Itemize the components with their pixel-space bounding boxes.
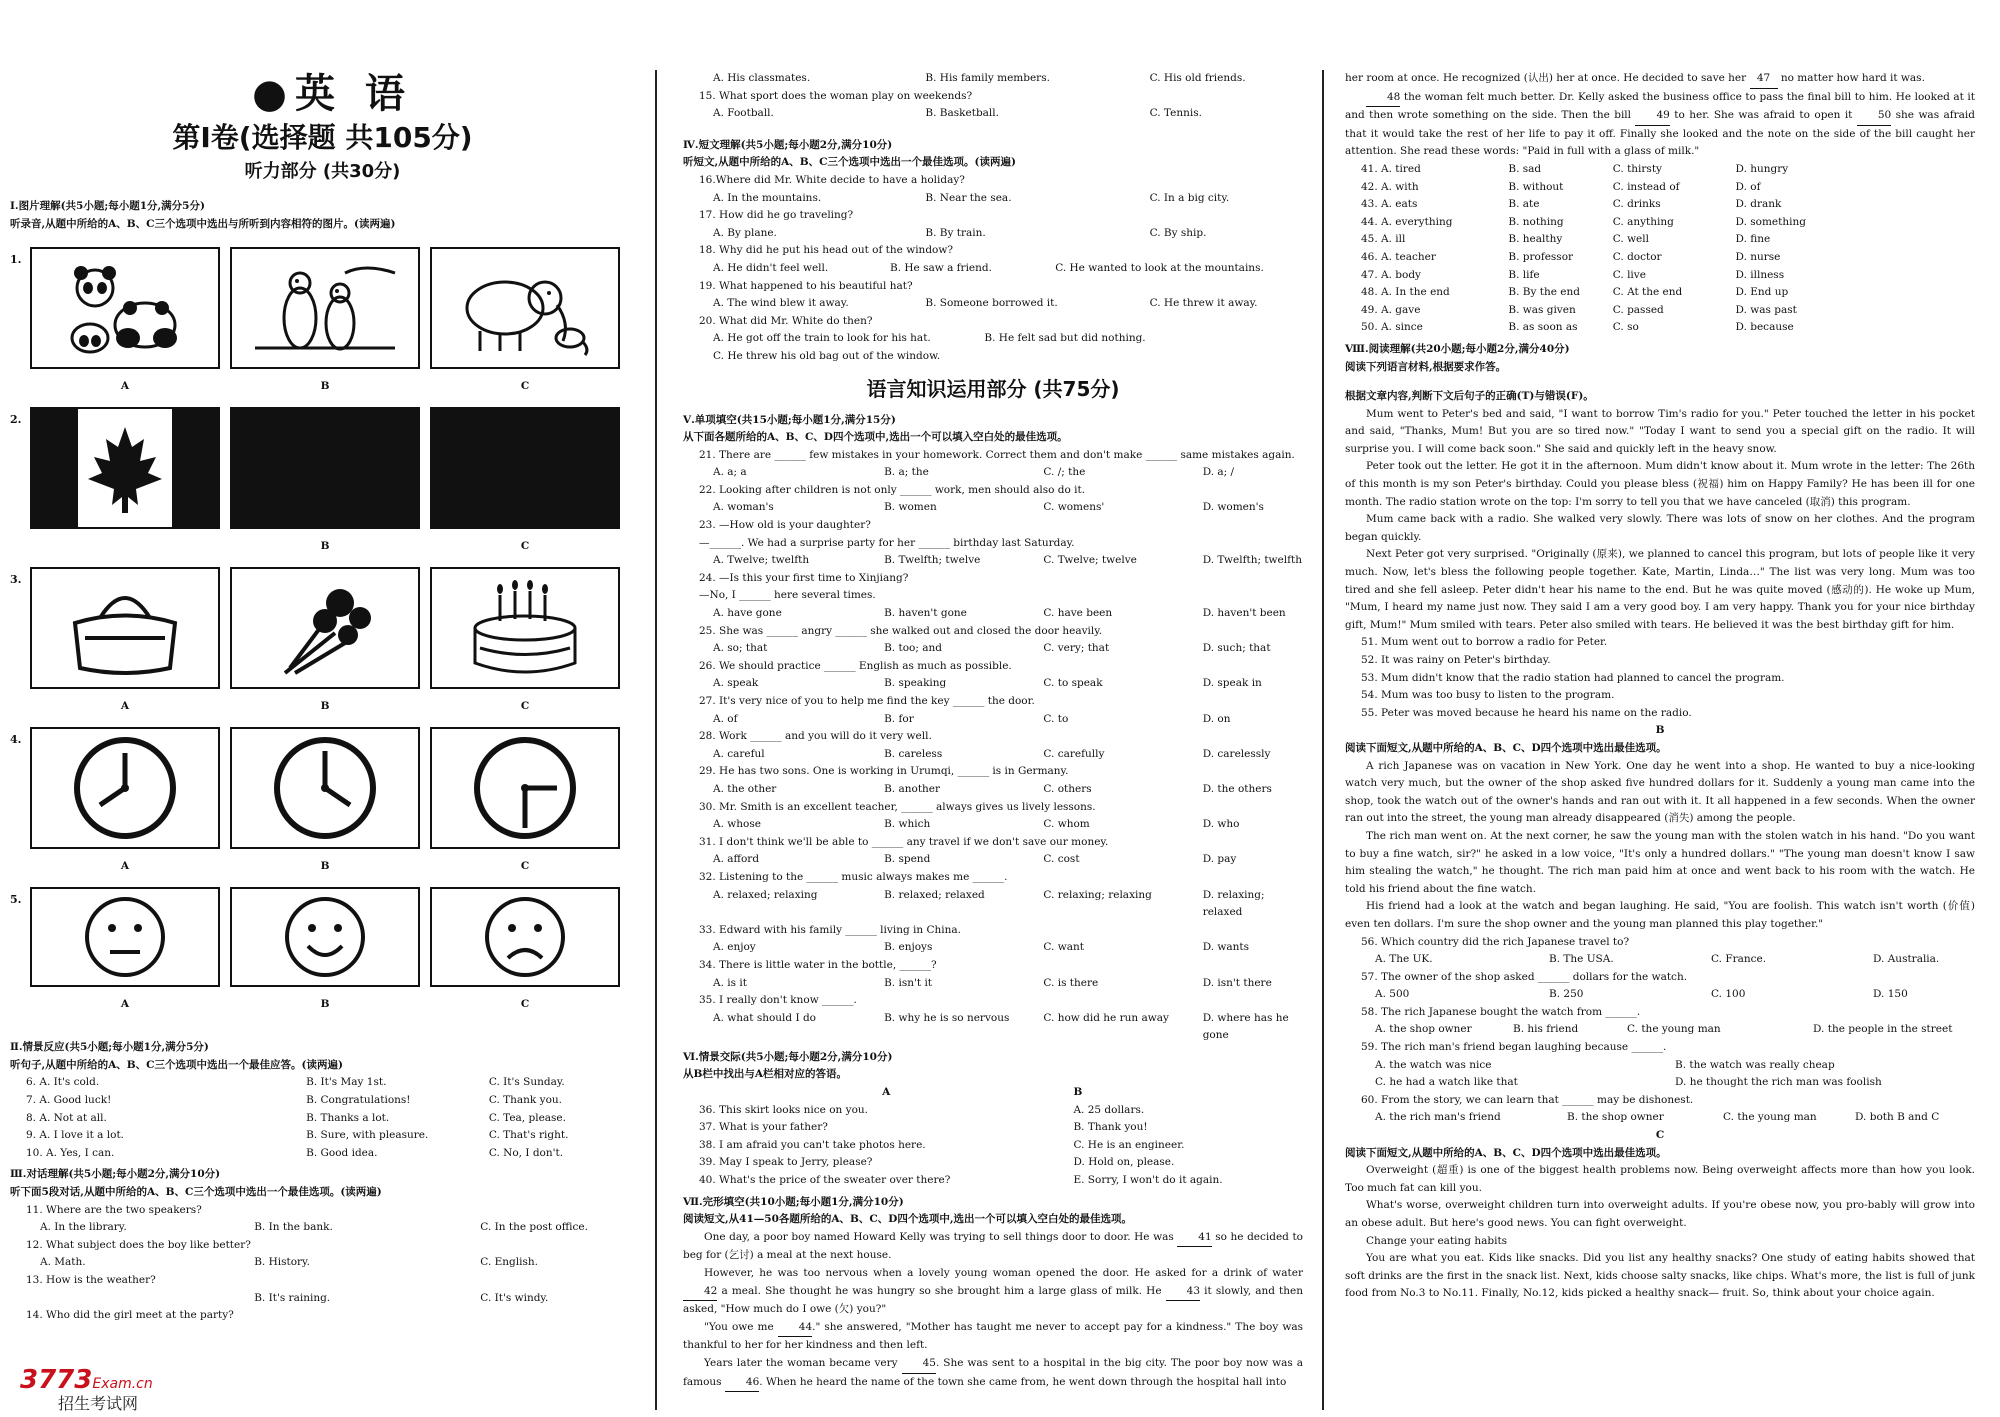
section-2-instr: 听句子,从题中所给的A、B、C三个选项中选出一个最佳应答。(读两遍) xyxy=(10,1058,343,1071)
options-17: A. By plane. B. By train. C. By ship. xyxy=(713,226,1207,239)
options-15: A. Football. B. Basketball. C. Tennis. xyxy=(713,107,1202,120)
question-text: —______. We had a surprise party for her ______ birthday last Saturday. xyxy=(699,536,1075,549)
question-text: 23. —How old is your daughter? xyxy=(699,519,871,532)
section-4-head: Ⅳ.短文理解(共5小题;每小题2分,满分10分) xyxy=(683,138,893,151)
section-2-head: Ⅱ.情景反应(共5小题;每小题1分,满分5分) xyxy=(10,1041,209,1054)
question-60: 60. From the story, we can learn that ______ may be dishonest. xyxy=(1361,1093,1694,1106)
tf-question: 55. Peter was moved because he heard his name on the radio. xyxy=(1361,706,1692,719)
site-watermark-logo: 3773Exam.cn 招生考试网 xyxy=(20,1365,153,1413)
section-6-head: Ⅵ.情景交际(共5小题;每小题2分,满分10分) xyxy=(683,1050,893,1063)
options-row xyxy=(699,640,1303,658)
option: A. woman's xyxy=(713,501,774,514)
pic-label: B xyxy=(320,860,330,873)
dark-flag-picture xyxy=(430,407,620,529)
pic-label: B xyxy=(320,540,330,553)
option: C. how did he run away xyxy=(1043,1011,1169,1024)
passage-paragraph: A rich Japanese was on vacation in New York. One day he went into a shop. He wanted to buy a nice-looking watch very much, but the owner of the shop asked five hundred dollars for it. Suddenly a young man came into the shop, took the watch out of the owner's hands and ran out with it. It all happened in a few seconds. When the owner ran out into the street, the young man already disappeared (消失) among the people. xyxy=(1345,759,1975,825)
options-row xyxy=(699,464,1303,482)
options-20: A. He got off the train to look for his hat. B. He felt sad but did nothing. xyxy=(713,332,1146,345)
pic-label: B xyxy=(320,998,330,1011)
cloze-options xyxy=(1345,161,1975,337)
option: B. isn't it xyxy=(884,976,933,989)
pic-row-num: 5. xyxy=(10,893,22,907)
section-8-instr: 阅读下列语言材料,根据要求作答。 xyxy=(1345,360,1507,373)
options-row xyxy=(699,675,1303,693)
birthday-cake-picture xyxy=(430,567,620,689)
pic-label: C xyxy=(520,700,530,713)
tf-question: 54. Mum was too busy to listen to the program. xyxy=(1361,689,1615,702)
options-13: B. It's raining. C. It's windy. xyxy=(254,1291,549,1304)
option: B. speaking xyxy=(884,677,947,690)
question-58: 58. The rich Japanese bought the watch from ______. xyxy=(1361,1005,1641,1018)
question-12: 12. What subject does the boy like better? xyxy=(26,1238,251,1251)
section-7-instr: 阅读短文,从41—50各题所给的A、B、C、D四个选项中,选出一个可以填入空白处的最佳选项。 xyxy=(683,1213,1133,1226)
passage-c-head: C xyxy=(1655,1129,1665,1142)
question-text: 33. Edward with his family ______ living in China. xyxy=(699,923,961,936)
pic-label: C xyxy=(520,380,530,393)
option: 50. A. since xyxy=(1361,321,1423,334)
pic-label: A xyxy=(120,998,130,1011)
pic-label: A xyxy=(120,380,130,393)
column-1 xyxy=(10,70,635,1325)
question-row: 8. A. Not at all. B. Thanks a lot. C. Tea, please. xyxy=(26,1111,566,1124)
passage-paragraph: Mum came back with a radio. She walked very slowly. There was lots of snow on her clothes. And the program began quickly. xyxy=(1345,513,1975,543)
option: D. drank xyxy=(1735,198,1782,211)
passage-paragraph: Mum went to Peter's bed and said, "I want to borrow Tim's radio for you." Peter touched the letter in his pocket and said, "Thanks, Mum! But you are so tired now." "Today I want to send you a special gift on the radio. It will surprise you. I will come back soon." She said and quickly left in the heavy snow. xyxy=(1345,407,1975,455)
passage-a-instr: 根据文章内容,判断下文后句子的正确(T)与错误(F)。 xyxy=(1345,390,1594,403)
option: A. afford xyxy=(713,853,760,866)
pic-row-num: 2. xyxy=(10,413,22,427)
option: C. so xyxy=(1612,321,1639,334)
cloze-option-row xyxy=(1361,302,1975,320)
option: C. want xyxy=(1043,941,1084,954)
option: C. carefully xyxy=(1043,747,1105,760)
handbag-picture xyxy=(30,567,220,689)
question-15: 15. What sport does the woman play on weekends? xyxy=(699,89,973,102)
pic-label: B xyxy=(320,380,330,393)
question-text: 24. —Is this your first time to Xinjiang? xyxy=(699,571,909,584)
pic-label: A xyxy=(120,860,130,873)
option: B. why he is so nervous xyxy=(884,1011,1010,1024)
cloze-paragraph: "You owe me 44." she answered, "Mother has taught me never to accept pay for a kindness." The boy was thankful to her for her kindness and then left. xyxy=(683,1320,1303,1352)
option: A. Twelve; twelfth xyxy=(713,554,810,567)
options-row xyxy=(699,605,1303,623)
question-17: 17. How did he go traveling? xyxy=(699,209,854,222)
question-text: 25. She was ______ angry ______ she walked out and closed the door heavily. xyxy=(699,624,1103,637)
clock-picture xyxy=(30,727,220,849)
option: B. too; and xyxy=(884,642,942,655)
matching-table: A B 36. This skirt looks nice on you. A. 25 dollars. 37. What is your father? B. Thank you! 38. I am afraid you can't take photos here. C. He is an engineer. 39. May I speak to Jerry, please? D. Hold on, please. 40. What's the price of the sweater over there? E. Sorry, I won't do it again. xyxy=(683,1084,1303,1190)
option: D. who xyxy=(1202,818,1240,831)
option: B. enjoys xyxy=(884,941,933,954)
question-56: 56. Which country did the rich Japanese travel to? xyxy=(1361,935,1630,948)
cloze-option-row xyxy=(1361,319,1975,337)
flowers-picture xyxy=(230,567,420,689)
option: 46. A. teacher xyxy=(1361,250,1436,263)
page-title: ●英 语 xyxy=(252,71,413,117)
option: 42. A. with xyxy=(1361,180,1419,193)
option: A. careful xyxy=(713,747,765,760)
option: D. isn't there xyxy=(1202,976,1272,989)
option: B. a; the xyxy=(884,466,929,479)
option: A. so; that xyxy=(713,642,768,655)
option: C. cost xyxy=(1043,853,1080,866)
passage-paragraph: The rich man went on. At the next corner, he saw the young man with the stolen watch in his hand. "Do you want to buy a fine watch, sir?" he asked in a low voice, "It's only a hundred dollars." "The young man doesn't know I saw him stealing the watch," he thought. The rich man paid him at once and went back to his room with the watch. He told his friend about the fine watch. xyxy=(1345,829,1975,895)
option: D. the others xyxy=(1202,782,1272,795)
question-57: 57. The owner of the shop asked ______ dollars for the watch. xyxy=(1361,970,1688,983)
option: A. relaxed; relaxing xyxy=(713,888,818,901)
dark-flag-picture xyxy=(230,407,420,529)
option: D. on xyxy=(1202,712,1231,725)
passage-paragraph: What's worse, overweight children turn into overweight adults. If you're obese now, you pro-bably will grow into an obese adult. But here's good news. You can fight overweight. xyxy=(1345,1199,1975,1229)
options-58: A. the shop owner B. his friend C. the young man D. the people in the street xyxy=(1375,1023,1953,1036)
option: D. because xyxy=(1735,321,1794,334)
options-14: A. His classmates. B. His family members. C. His old friends. xyxy=(713,72,1246,84)
question-16: 16.Where did Mr. White decide to have a holiday? xyxy=(699,173,965,186)
question-text: 26. We should practice ______ English as much as possible. xyxy=(699,659,1012,672)
options-12: A. Math. B. History. C. English. xyxy=(40,1256,538,1269)
options-18: A. He didn't feel well. B. He saw a friend. C. He wanted to look at the mountains. xyxy=(713,261,1264,274)
option: C. Twelve; twelve xyxy=(1043,554,1137,567)
penguins-picture xyxy=(230,247,420,369)
option: A. whose xyxy=(713,818,761,831)
passage-b-instr: 阅读下面短文,从题中所给的A、B、C、D四个选项中选出最佳选项。 xyxy=(1345,741,1667,754)
option: D. illness xyxy=(1735,268,1785,281)
option: D. pay xyxy=(1202,853,1237,866)
cloze-option-row xyxy=(1361,284,1975,302)
option: C. anything xyxy=(1612,215,1674,228)
option: C. relaxing; relaxing xyxy=(1043,888,1152,901)
question-text: 34. There is little water in the bottle, ______? xyxy=(699,958,937,971)
question-18: 18. Why did he put his head out of the window? xyxy=(699,244,953,257)
question-text: 29. He has two sons. One is working in Urumqi, ______ is in Germany. xyxy=(699,765,1069,778)
pic-label: C xyxy=(520,540,530,553)
option: D. a; / xyxy=(1202,466,1235,479)
option: 47. A. body xyxy=(1361,268,1421,281)
passage-paragraph: Overweight (超重) is one of the biggest health problems now. Being overweight affects more than how you look. Too much fat can kill you. xyxy=(1345,1164,1975,1194)
pic-label: C xyxy=(520,998,530,1011)
options-19: A. The wind blew it away. B. Someone borrowed it. C. He threw it away. xyxy=(713,297,1258,310)
pic-label: A xyxy=(120,700,130,713)
passage-c-instr: 阅读下面短文,从题中所给的A、B、C、D四个选项中选出最佳选项。 xyxy=(1345,1146,1667,1159)
question-text: 31. I don't think we'll be able to ______ any travel if we don't save our money. xyxy=(699,835,1109,848)
option: C. /; the xyxy=(1043,466,1086,479)
option: D. where has he gone xyxy=(1202,1011,1289,1042)
option: 44. A. everything xyxy=(1361,215,1453,228)
option: D. was past xyxy=(1735,303,1797,316)
cloze-paragraph: 48 the woman felt much better. Dr. Kelly asked the business office to pass the final bill to him. He looked at it and then wrote something on the side. Then the bill 49 to her. She was afraid to open it 50 she was afraid that it would take the rest of her life to pay it off. Finally she looked and the note on the side of the bill caught her attention. She read these words: "Paid in full with a glass of milk." xyxy=(1345,90,1976,158)
question-text: —No, I ______ here several times. xyxy=(699,589,876,602)
question-20: 20. What did Mr. White do then? xyxy=(699,314,873,327)
column-3 xyxy=(1345,70,1975,1303)
options-row xyxy=(699,711,1303,729)
question-text: 22. Looking after children is not only ______ work, men should also do it. xyxy=(699,483,1086,496)
question-row: 10. A. Yes, I can. B. Good idea. C. No, I don't. xyxy=(26,1146,564,1159)
canada-flag-picture xyxy=(30,407,220,529)
option: B. sad xyxy=(1508,162,1542,175)
picture-grid xyxy=(10,247,635,1025)
option: B. healthy xyxy=(1508,233,1563,246)
cloze-option-row xyxy=(1361,161,1975,179)
option: B. women xyxy=(884,501,937,514)
options-56: A. The UK. B. The USA. C. France. D. Australia. xyxy=(1375,953,1940,966)
happy-face-picture xyxy=(230,887,420,987)
pic-label: C xyxy=(520,860,530,873)
option: B. careless xyxy=(884,747,943,760)
option: A. a; a xyxy=(713,466,747,479)
option: C. is there xyxy=(1043,976,1099,989)
option: B. for xyxy=(884,712,914,725)
sad-face-picture xyxy=(430,887,620,987)
option: C. thirsty xyxy=(1612,162,1662,175)
option: A. what should I do xyxy=(713,1011,817,1024)
option: D. wants xyxy=(1202,941,1250,954)
passage-b-head: B xyxy=(1655,724,1665,737)
options-16: A. In the mountains. B. Near the sea. C. In a big city. xyxy=(713,191,1230,204)
option: B. life xyxy=(1508,268,1540,281)
clock-picture xyxy=(230,727,420,849)
column-a-head: A xyxy=(882,1086,891,1099)
options-11: A. In the library. B. In the bank. C. In the post office. xyxy=(40,1221,588,1234)
passage-paragraph: Peter took out the letter. He got it in the afternoon. Mum didn't know about it. Mum wrote in the letter: The 26th of this month is my son Peter's birthday. Could you please bless (祝福) him on Happy Family? He has been ill for one month. The radio station wrote on the top: I'm sorry to tell you that we have canceled (取消) this program. xyxy=(1345,460,1975,508)
pic-label: B xyxy=(320,700,330,713)
option: C. womens' xyxy=(1043,501,1105,514)
cloze-paragraph: Years later the woman became very 45. She was sent to a hospital in the big city. The poor boy now was a famous 46. When he heard the name of the town she came from, he went down through the hospital hall into xyxy=(683,1355,1303,1392)
column-divider-1 xyxy=(655,70,657,1410)
listening-part-title: 听力部分 (共30分) xyxy=(244,161,401,182)
section-8-head: Ⅷ.阅读理解(共20小题;每小题2分,满分40分) xyxy=(1345,342,1570,355)
tf-question: 53. Mum didn't know that the radio station had planned to cancel the program. xyxy=(1361,671,1785,684)
column-divider-2 xyxy=(1322,70,1324,1410)
tf-question: 52. It was rainy on Peter's birthday. xyxy=(1361,654,1551,666)
option: C. At the end xyxy=(1612,286,1683,299)
cloze-option-row xyxy=(1361,231,1975,249)
question-14: 14. Who did the girl meet at the party? xyxy=(26,1309,234,1322)
section-1-instr: 听录音,从题中所给的A、B、C三个选项中选出与所听到内容相符的图片。(读两遍) xyxy=(10,217,396,230)
option: C. passed xyxy=(1612,303,1664,316)
option: B. nothing xyxy=(1508,215,1564,228)
option: B. Twelfth; twelve xyxy=(884,554,981,567)
option: C. very; that xyxy=(1043,642,1110,655)
option: C. live xyxy=(1612,268,1646,281)
option: C. to speak xyxy=(1043,677,1103,690)
option: D. hungry xyxy=(1735,162,1789,175)
option: B. relaxed; relaxed xyxy=(884,888,985,901)
option: 49. A. gave xyxy=(1361,303,1421,316)
question-text: 27. It's very nice of you to help me find the key ______ the door. xyxy=(699,695,1035,707)
column-b-head: B xyxy=(1073,1086,1083,1099)
section-5-instr: 从下面各题所给的A、B、C、D四个选项中,选出一个可以填入空白处的最佳选项。 xyxy=(683,431,1068,444)
question-19: 19. What happened to his beautiful hat? xyxy=(699,279,913,292)
options-row xyxy=(699,939,1303,957)
neutral-face-picture xyxy=(30,887,220,987)
option: B. without xyxy=(1508,180,1564,193)
elephants-picture xyxy=(430,247,620,369)
option: D. Twelfth; twelfth xyxy=(1202,554,1302,567)
option-20c: C. He threw his old bag out of the window. xyxy=(713,349,941,362)
passage-paragraph: Next Peter got very surprised. "Originally (原来), we planned to cancel this program, but lots of people like it very much. Now, let's bless the following people together. Kate, Martin, Linda…" The list was very long. Mum was too tired and she fell asleep. Peter didn't hear his name to the end. But he was quite moved (感动的). He woke up Mum, "Mum, I heard my name just now. They said I am a very good boy. I am very happy. Thank you for your nice birthday gift, Mum!" Mum smiled with tears. Peter also smiled with tears. He believed it was the best birthday gift for him. xyxy=(1345,548,1975,631)
option: A. speak xyxy=(713,677,759,690)
pic-row-num: 1. xyxy=(10,253,22,267)
section-3-instr: 听下面5段对话,从题中所给的A、B、C三个选项中选出一个最佳选项。(读两遍) xyxy=(10,1185,382,1198)
language-part-title: 语言知识运用部分 (共75分) xyxy=(866,376,1120,401)
option: 48. A. In the end xyxy=(1361,286,1450,299)
option: 45. A. ill xyxy=(1361,233,1406,246)
cloze-paragraph: However, he was too nervous when a lovely young woman opened the door. He asked for a drink of water 42 a meal. She thought he was hungry so she brought him a large glass of milk. He 43 it slowly, and then asked, "How much do I owe (欠) you?" xyxy=(683,1267,1304,1316)
options-59: A. the watch was nice B. the watch was really cheap C. he had a watch like that D. he thought the rich man was foolish xyxy=(1375,1058,1882,1089)
option: B. which xyxy=(884,818,931,831)
clock-picture xyxy=(430,727,620,849)
option: C. drinks xyxy=(1612,198,1661,211)
question-11: 11. Where are the two speakers? xyxy=(26,1203,202,1216)
section-7-head: Ⅶ.完形填空(共10小题;每小题1分,满分10分) xyxy=(683,1195,904,1208)
cloze-option-row xyxy=(1361,214,1975,232)
options-row xyxy=(699,975,1303,993)
option: D. relaxing; relaxed xyxy=(1202,888,1265,919)
question-text: 30. Mr. Smith is an excellent teacher, ______ always gives us lively lessons. xyxy=(699,800,1096,813)
option: A. the other xyxy=(713,782,777,795)
question-13: 13. How is the weather? xyxy=(26,1273,156,1286)
passage-paragraph: His friend had a look at the watch and began laughing. He said, "You are foolish. This watch isn't worth (价值) even ten dollars. I'm sure the shop owner and the young man planned this play together." xyxy=(1345,900,1975,930)
section-6-instr: 从B栏中找出与A栏相对应的答语。 xyxy=(683,1068,848,1081)
option: A. enjoy xyxy=(713,941,756,954)
options-row xyxy=(699,781,1303,799)
option: C. whom xyxy=(1043,818,1090,831)
passage-subheading: Change your eating habits xyxy=(1366,1234,1508,1247)
pic-row-num: 4. xyxy=(10,733,22,747)
passage-paragraph: You are what you eat. Kids like snacks. Did you list any healthy snacks? One study of eating habits showed that soft drinks are the first in the snack list. Next, kids choose salty snacks, like chips. What's more, the list is full of junk food from No.3 to No.11. Finally, No.12, kids picked a healthy snack— fruit. So, think about your choice again. xyxy=(1345,1252,1975,1300)
options-row xyxy=(699,851,1303,869)
cloze-paragraph: her room at once. He recognized (认出) her at once. He decided to save her 47 no matter how hard it was. xyxy=(1345,70,1975,89)
cloze-option-row xyxy=(1361,267,1975,285)
option: B. ate xyxy=(1508,198,1540,211)
cloze-option-row xyxy=(1361,179,1975,197)
option: D. End up xyxy=(1735,286,1789,299)
option: B. as soon as xyxy=(1508,321,1578,334)
option: A. of xyxy=(713,712,738,725)
option: D. something xyxy=(1735,215,1806,228)
option: 41. A. tired xyxy=(1361,162,1421,175)
option: D. such; that xyxy=(1202,642,1271,655)
option: B. spend xyxy=(884,853,931,866)
section-3-head: Ⅲ.对话理解(共5小题;每小题2分,满分10分) xyxy=(10,1168,221,1181)
option: B. professor xyxy=(1508,250,1574,263)
section-1-head: Ⅰ.图片理解(共5小题;每小题1分,满分5分) xyxy=(10,200,205,212)
option: A. is it xyxy=(713,976,747,989)
options-57: A. 500 B. 250 C. 100 D. 150 xyxy=(1375,988,1908,1001)
option: D. haven't been xyxy=(1202,607,1286,620)
column-2 xyxy=(683,70,1303,1392)
option: A. have gone xyxy=(713,607,782,620)
option: D. carelessly xyxy=(1202,747,1271,760)
section-5-head: Ⅴ.单项填空(共15小题;每小题1分,满分15分) xyxy=(683,413,896,426)
options-row xyxy=(699,1010,1303,1045)
paper-section-title: 第Ⅰ卷(选择题 共105分) xyxy=(172,121,473,154)
pandas-picture xyxy=(30,247,220,369)
options-row xyxy=(699,552,1303,570)
options-row xyxy=(699,746,1303,764)
options-60: A. the rich man's friend B. the shop owner C. the young man D. both B and C xyxy=(1375,1111,1940,1124)
option: B. haven't gone xyxy=(884,607,967,620)
option: D. women's xyxy=(1202,501,1264,514)
question-row: 6. A. It's cold. B. It's May 1st. C. It's Sunday. xyxy=(26,1076,565,1089)
question-text: 28. Work ______ and you will do it very well. xyxy=(699,730,932,743)
question-row: 9. A. I love it a lot. B. Sure, with pleasure. C. That's right. xyxy=(26,1129,569,1142)
section-4-instr: 听短文,从题中所给的A、B、C三个选项中选出一个最佳选项。(读两遍) xyxy=(683,156,1016,169)
option: C. have been xyxy=(1043,607,1113,620)
options-row xyxy=(699,816,1303,834)
tf-question: 51. Mum went out to borrow a radio for Peter. xyxy=(1361,636,1608,649)
pic-row-num: 3. xyxy=(10,573,22,587)
option: C. well xyxy=(1612,233,1649,246)
question-row: 7. A. Good luck! B. Congratulations! C. Thank you. xyxy=(26,1093,562,1106)
option: B. was given xyxy=(1508,303,1576,316)
options-row xyxy=(699,887,1303,922)
cloze-option-row xyxy=(1361,249,1975,267)
option: C. doctor xyxy=(1612,250,1662,263)
option: D. nurse xyxy=(1735,250,1781,263)
option: 43. A. eats xyxy=(1361,198,1418,211)
options-row xyxy=(699,499,1303,517)
question-text: 32. Listening to the ______ music always makes me ______. xyxy=(699,870,1008,883)
question-text: 35. I really don't know ______. xyxy=(699,994,857,1007)
cloze-paragraph: One day, a poor boy named Howard Kelly was trying to sell things door to door. He was 41 so he decided to beg for (乞讨) a meal at the next house. xyxy=(683,1230,1304,1262)
option: B. By the end xyxy=(1508,286,1580,299)
question-59: 59. The rich man's friend began laughing because ______. xyxy=(1361,1041,1667,1054)
option: C. instead of xyxy=(1612,180,1680,193)
question-text: 21. There are ______ few mistakes in your homework. Correct them and don't make ______ same mistakes again. xyxy=(699,448,1295,461)
option: D. of xyxy=(1735,180,1761,193)
cloze-option-row xyxy=(1361,196,1975,214)
option: B. another xyxy=(884,782,941,795)
option: D. fine xyxy=(1735,233,1771,246)
option: C. others xyxy=(1043,782,1092,795)
option: D. speak in xyxy=(1202,677,1262,690)
single-choice-list xyxy=(683,447,1303,1045)
option: C. to xyxy=(1043,712,1069,725)
